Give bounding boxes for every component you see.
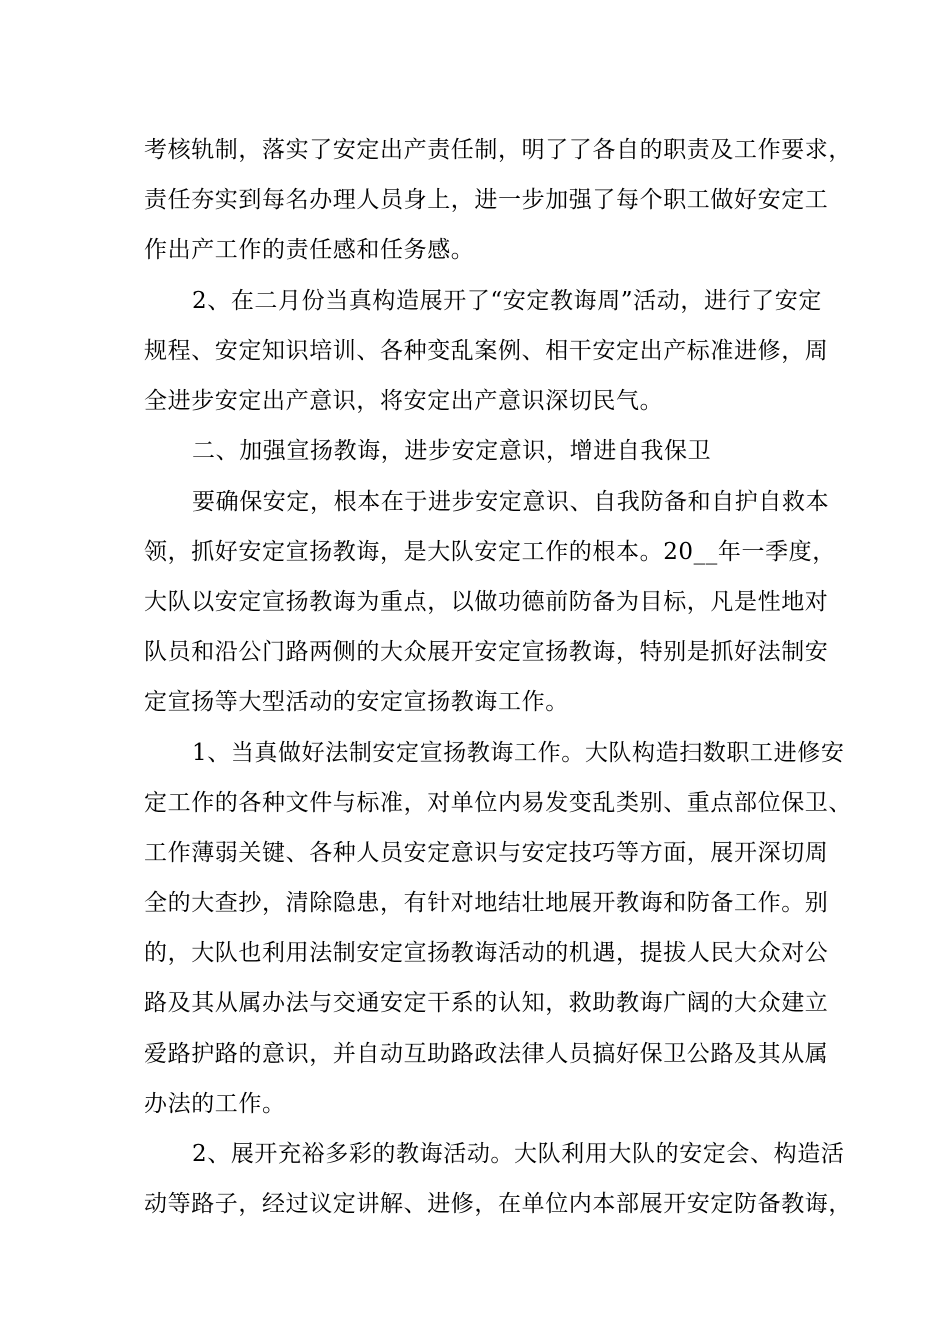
text-line: 路及其从属办法与交通安定干系的认知，救助教诲广阔的大众建立 — [144, 990, 829, 1016]
text-line: 作出产工作的责任感和任务感。 — [144, 237, 475, 263]
text-line: 大队以安定宣扬教诲为重点，以做功德前防备为目标，凡是性地对 — [144, 589, 829, 615]
section-heading: 二、加强宣扬教诲，进步安定意识，增进自我保卫 — [192, 438, 712, 464]
text-line: 定宣扬等大型活动的安定宣扬教诲工作。 — [144, 689, 569, 715]
text-line: 全的大查抄，清除隐患，有针对地结壮地展开教诲和防备工作。别 — [144, 890, 829, 916]
text-line: 领，抓好安定宣扬教诲，是大队安定工作的根本。20__年一季度， — [144, 539, 836, 565]
text-line: 办法的工作。 — [144, 1091, 286, 1117]
text-line: 队员和沿公门路两侧的大众展开安定宣扬教诲，特别是抓好法制安 — [144, 639, 829, 665]
text-line: 2、在二月份当真构造展开了“安定教诲周”活动，进行了安定 — [192, 288, 822, 314]
text-line: 的，大队也利用法制安定宣扬教诲活动的机遇，提拔人民大众对公 — [144, 940, 829, 966]
text-line: 规程、安定知识培训、各种变乱案例、相干安定出产标准进修，周 — [144, 338, 829, 364]
text-line: 要确保安定，根本在于进步安定意识、自我防备和自护自救本 — [192, 489, 830, 515]
text-line: 考核轨制，落实了安定出产责任制，明了了各自的职责及工作要求， — [144, 137, 852, 163]
text-line: 动等路子，经过议定讲解、进修，在单位内本部展开安定防备教诲， — [144, 1191, 852, 1217]
text-line: 2、展开充裕多彩的教诲活动。大队利用大队的安定会、构造活 — [192, 1141, 845, 1167]
text-line: 1、当真做好法制安定宣扬教诲工作。大队构造扫数职工进修安 — [192, 740, 845, 766]
text-line: 定工作的各种文件与标准，对单位内易发变乱类别、重点部位保卫、 — [144, 790, 852, 816]
text-line: 爱路护路的意识，并自动互助路政法律人员搞好保卫公路及其从属 — [144, 1041, 829, 1067]
text-line: 全进步安定出产意识，将安定出产意识深切民气。 — [144, 388, 664, 414]
text-line: 责任夯实到每名办理人员身上，进一步加强了每个职工做好安定工 — [144, 187, 829, 213]
text-line: 工作薄弱关键、各种人员安定意识与安定技巧等方面，展开深切周 — [144, 840, 829, 866]
